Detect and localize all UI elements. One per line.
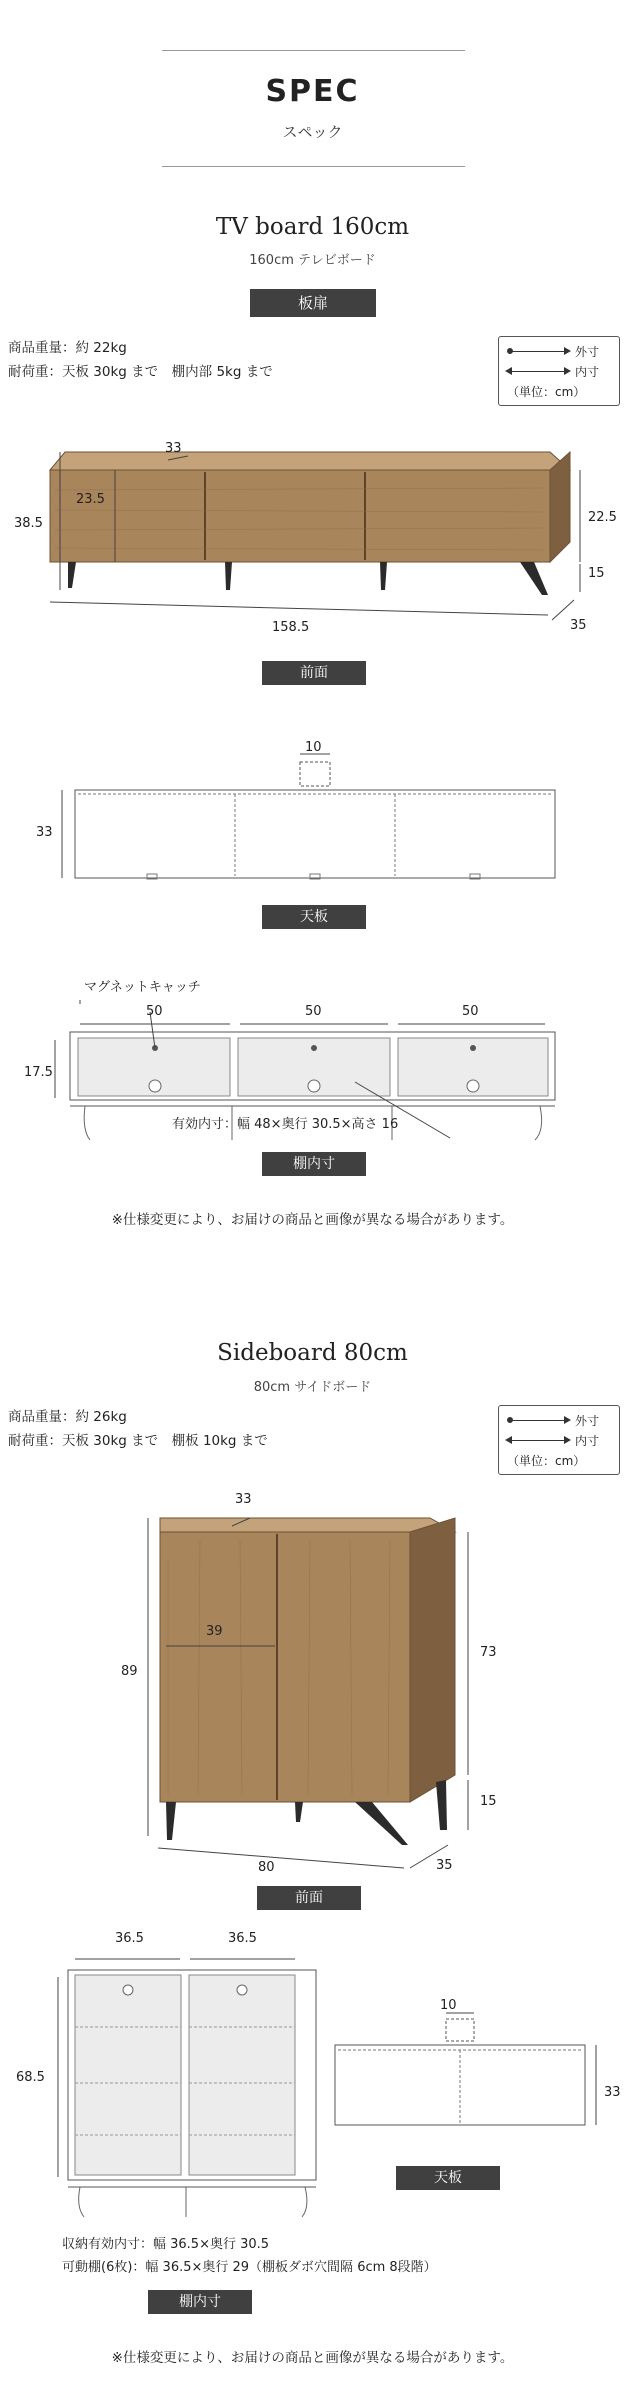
sideboard-specs <box>8 1405 268 1453</box>
legend-inner: 内寸 <box>509 1432 609 1448</box>
tv-inside-effective: 有効内寸：幅 48×奥行 30.5×高さ 16 <box>172 1117 399 1132</box>
tv-front-door-height: 23.5 <box>76 492 105 507</box>
tv-front-body-height: 22.5 <box>588 510 617 525</box>
arrow-icon <box>564 1436 571 1444</box>
legend-unit: （単位：cm） <box>507 1454 586 1468</box>
dot-icon <box>507 348 513 354</box>
arrow-icon <box>564 367 571 375</box>
tv-board-front-drawing <box>0 430 625 640</box>
page-title: SPEC <box>265 74 360 109</box>
tv-board-specs <box>8 336 273 384</box>
header-rule-bottom <box>162 166 465 167</box>
sideboard-front-drawing <box>0 1500 625 1880</box>
tv-board-top-drawing <box>0 740 625 900</box>
side-front-door-width: 39 <box>206 1624 223 1639</box>
side-top-label: 天板 <box>396 2166 500 2190</box>
side-front-door-gap: 33 <box>235 1492 252 1507</box>
side-front-leg-height: 15 <box>480 1794 497 1809</box>
side-front-body-height: 73 <box>480 1645 497 1660</box>
tv-board-door-badge: 板扉 <box>250 289 376 317</box>
tv-inside-width-1: 50 <box>146 1004 163 1019</box>
side-front-width: 80 <box>258 1860 275 1875</box>
sideboard-note: ※仕様変更により、お届けの商品と画像が異なる場合があります。 <box>111 2350 514 2366</box>
tv-front-height-total: 38.5 <box>14 516 43 531</box>
legend-inner: 内寸 <box>509 363 609 379</box>
tv-front-width: 158.5 <box>272 620 310 635</box>
tv-inside-width-2: 50 <box>305 1004 322 1019</box>
page-subtitle: スペック <box>282 123 343 141</box>
arrow-icon <box>564 1416 571 1424</box>
side-inside-label: 棚内寸 <box>148 2290 252 2314</box>
header-rule-top <box>162 50 465 51</box>
tv-board-weight: 商品重量：約 22kg <box>8 340 127 356</box>
tv-top-hole: 10 <box>305 740 322 755</box>
tv-front-label: 前面 <box>262 661 366 685</box>
arrow-icon <box>564 347 571 355</box>
side-top-hole: 10 <box>440 1998 457 2013</box>
arrow-left-icon <box>505 1436 512 1444</box>
tv-top-depth: 33 <box>36 825 53 840</box>
tv-board-legend <box>498 336 620 406</box>
side-front-height-total: 89 <box>121 1664 138 1679</box>
legend-outer: 外寸 <box>509 343 609 359</box>
sideboard-load: 耐荷重：天板 30kg まで 棚板 10kg まで <box>8 1433 268 1449</box>
dot-icon <box>507 1417 513 1423</box>
side-inside-width-2: 36.5 <box>228 1931 257 1946</box>
side-inside-effective: 収納有効内寸：幅 36.5×奥行 30.5 <box>62 2237 270 2252</box>
tv-front-door-gap: 33 <box>165 441 182 456</box>
tv-board-title: TV board 160cm <box>215 214 410 240</box>
side-front-depth: 35 <box>436 1858 453 1873</box>
legend-unit: （単位：cm） <box>507 385 586 399</box>
tv-inside-magnet-label: マグネットキャッチ <box>84 980 201 995</box>
tv-board-subtitle: 160cm テレビボード <box>249 253 376 268</box>
tv-inside-width-3: 50 <box>462 1004 479 1019</box>
tv-top-label: 天板 <box>262 905 366 929</box>
tv-front-depth: 35 <box>570 618 587 633</box>
tv-board-load: 耐荷重：天板 30kg まで 棚内部 5kg まで <box>8 364 273 380</box>
sideboard-top-drawing <box>320 1995 625 2145</box>
tv-board-note: ※仕様変更により、お届けの商品と画像が異なる場合があります。 <box>111 1212 514 1228</box>
sideboard-legend <box>498 1405 620 1475</box>
sideboard-subtitle: 80cm サイドボード <box>253 1380 372 1395</box>
tv-inside-label: 棚内寸 <box>262 1152 366 1176</box>
tv-front-leg-height: 15 <box>588 566 605 581</box>
legend-outer: 外寸 <box>509 1412 609 1428</box>
side-top-depth: 33 <box>604 2085 621 2100</box>
tv-inside-height: 17.5 <box>24 1065 53 1080</box>
side-inside-shelves: 可動棚(6枚)：幅 36.5×奥行 29（棚板ダボ穴間隔 6cm 8段階） <box>62 2260 437 2275</box>
side-front-label: 前面 <box>257 1886 361 1910</box>
side-inside-width-1: 36.5 <box>115 1931 144 1946</box>
arrow-left-icon <box>505 367 512 375</box>
sideboard-inside-drawing <box>0 1935 330 2240</box>
side-inside-height: 68.5 <box>16 2070 45 2085</box>
sideboard-weight: 商品重量：約 26kg <box>8 1409 127 1425</box>
sideboard-title: Sideboard 80cm <box>217 1340 408 1366</box>
